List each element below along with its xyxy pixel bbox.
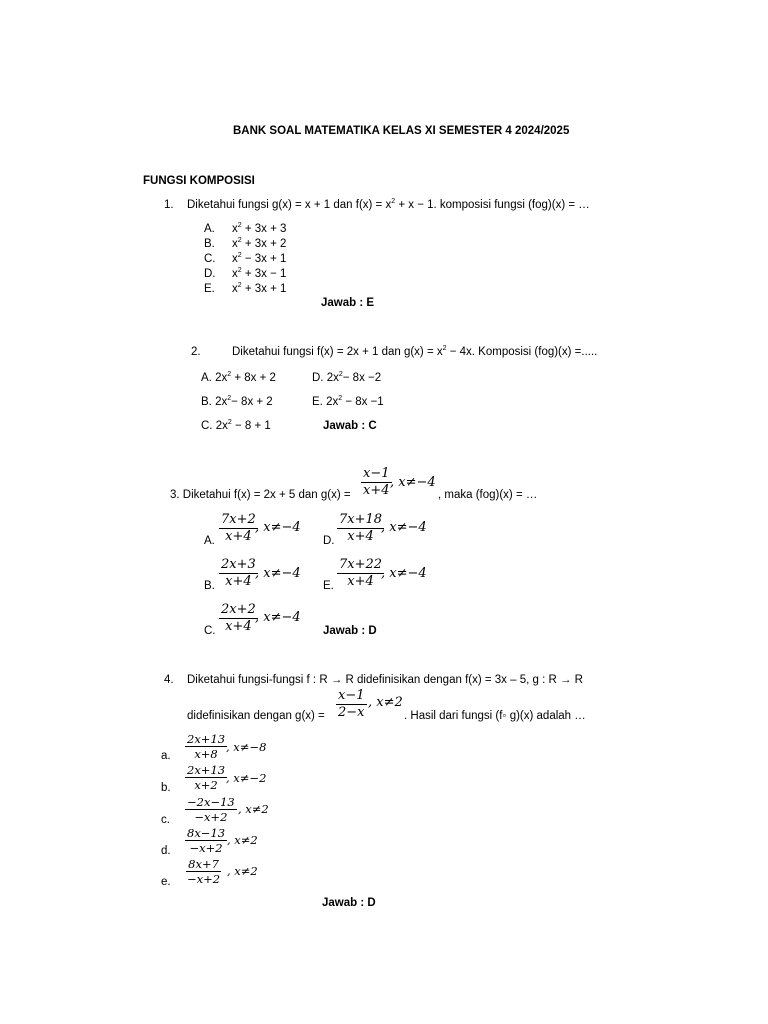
q3-answer: Jawab : D — [323, 625, 377, 637]
q4-option-c-letter: c. — [161, 814, 170, 826]
q4-option-c-numerator: −2x−13 — [187, 795, 235, 809]
q3-option-d-fraction — [337, 513, 384, 544]
question-4-line-1: Diketahui fungsi-fungsi f : R → R didefinisikan dengan f(x) = 3x – 5, g : R → R — [187, 674, 583, 686]
q3-option-a-letter: A. — [204, 535, 215, 547]
q3-g-condition: , x≠−4 — [390, 475, 436, 490]
question-4-line-2-post: . Hasil dari fungsi (f◦ g)(x) adalah … — [404, 710, 586, 722]
q4-option-e-fraction — [185, 858, 222, 885]
q1-option-c-exp: 2 — [237, 252, 242, 260]
q3-option-c-numerator: 2x+2 — [221, 602, 256, 617]
q1-option-c — [232, 253, 286, 265]
q3-option-d-denominator: x+4 — [347, 529, 374, 544]
q2-option-c-base: 2x — [215, 420, 228, 432]
q2-option-d — [312, 372, 381, 384]
q4-option-e-letter: e. — [161, 876, 171, 888]
q1-option-a — [232, 223, 286, 235]
section-heading: FUNGSI KOMPOSISI — [143, 175, 255, 187]
q4-option-c-denominator: −x+2 — [194, 810, 228, 824]
q3-option-b-numerator: 2x+3 — [221, 557, 256, 572]
q3-option-e-condition: , x≠−4 — [381, 566, 427, 581]
q1-option-d-base: x — [232, 268, 238, 280]
q1-option-d-exp: 2 — [237, 267, 242, 275]
question-1-exponent: 2 — [391, 198, 396, 206]
q1-option-e — [232, 283, 286, 295]
q2-option-e — [312, 396, 384, 408]
q2-option-a-rest: + 8x + 2 — [231, 372, 276, 384]
q2-option-d-exp: 2 — [338, 371, 343, 379]
q4-option-b-denominator: x+2 — [194, 778, 218, 792]
q1-option-a-rest: + 3x + 3 — [241, 223, 287, 235]
q3-g-numerator: x−1 — [363, 466, 390, 481]
q4-option-d-denominator: −x+2 — [189, 841, 223, 855]
q3-option-c-denominator: x+4 — [225, 619, 252, 634]
q3-option-e-letter: E. — [323, 580, 334, 592]
q1-option-d-rest: + 3x − 1 — [241, 268, 287, 280]
q4-option-a-fraction — [185, 733, 227, 760]
q2-option-a-exp: 2 — [227, 371, 232, 379]
q1-option-d — [232, 268, 286, 280]
q2-option-d-letter: D. — [312, 372, 324, 384]
question-2-text-post: − 4x. Komposisi (fog)(x) =..... — [446, 346, 598, 358]
q4-option-a-letter: a. — [161, 750, 171, 762]
q2-answer: Jawab : C — [323, 420, 377, 432]
q3-g-denominator: x+4 — [363, 483, 390, 498]
q4-option-d-fraction — [185, 827, 227, 854]
q3-option-d-letter: D. — [323, 535, 335, 547]
q4-option-a-numerator: 2x+13 — [187, 732, 226, 746]
q4-option-b-condition: , x≠−2 — [226, 771, 267, 785]
q4-option-c-fraction — [185, 796, 237, 823]
q3-g-fraction — [361, 467, 392, 498]
q1-option-b-base: x — [232, 238, 238, 250]
q4-option-b-letter: b. — [161, 782, 171, 794]
question-4-line-2-pre: didefinisikan dengan g(x) = — [187, 710, 325, 722]
q4-option-e-condition: , x≠2 — [227, 864, 258, 878]
q2-option-d-base: 2x — [326, 372, 339, 384]
q1-option-c-letter: C. — [204, 253, 216, 265]
question-2-text — [232, 346, 597, 358]
q3-option-a-numerator: 7x+2 — [221, 512, 256, 527]
q4-option-e-denominator: −x+2 — [187, 872, 221, 886]
q2-option-b-rest: − 8x + 2 — [231, 396, 273, 408]
question-4-number: 4. — [164, 674, 174, 686]
q2-option-e-letter: E. — [312, 396, 323, 408]
q1-option-e-base: x — [232, 283, 238, 295]
q3-option-b-denominator: x+4 — [225, 574, 252, 589]
q2-option-c-exp: 2 — [227, 419, 232, 427]
q1-option-e-exp: 2 — [237, 282, 242, 290]
q3-option-b-fraction — [219, 558, 258, 589]
q2-option-a-base: 2x — [215, 372, 228, 384]
q2-option-e-exp: 2 — [338, 395, 343, 403]
q2-option-b-base: 2x — [215, 396, 228, 408]
q3-option-e-numerator: 7x+22 — [339, 557, 383, 572]
q4-option-d-letter: d. — [161, 845, 171, 857]
q1-option-b-exp: 2 — [237, 237, 242, 245]
q1-option-e-rest: + 3x + 1 — [241, 283, 287, 295]
q2-option-d-rest: − 8x −2 — [342, 372, 382, 384]
q2-option-e-base: 2x — [326, 396, 339, 408]
q2-option-b-exp: 2 — [227, 395, 232, 403]
q2-option-a — [201, 372, 276, 384]
question-1-text-pre: Diketahui fungsi g(x) = x + 1 dan f(x) = x — [187, 199, 392, 211]
q3-option-c-fraction — [219, 603, 258, 634]
question-2-text-pre: Diketahui fungsi f(x) = 2x + 1 dan g(x) = x — [232, 346, 443, 358]
q2-option-c — [201, 420, 271, 432]
q1-option-a-base: x — [232, 223, 238, 235]
question-1-text — [187, 199, 590, 211]
q4-g-numerator: x−1 — [338, 688, 365, 703]
q3-option-e-fraction — [337, 558, 384, 589]
q2-option-c-rest: − 8 + 1 — [231, 420, 271, 432]
q3-option-e-denominator: x+4 — [347, 574, 374, 589]
q3-option-b-condition: , x≠−4 — [255, 566, 301, 581]
q1-option-c-rest: − 3x + 1 — [241, 253, 287, 265]
q2-option-e-rest: − 8x −1 — [342, 396, 384, 408]
question-3-text-post: , maka (fog)(x) = … — [438, 489, 538, 501]
q2-option-b — [201, 396, 273, 408]
q1-option-b-letter: B. — [204, 238, 215, 250]
q2-option-c-letter: C. — [201, 420, 213, 432]
question-2-exponent: 2 — [442, 345, 447, 353]
question-1-number: 1. — [164, 199, 174, 211]
q4-option-d-condition: , x≠2 — [227, 833, 258, 847]
q1-option-c-base: x — [232, 253, 238, 265]
q4-option-c-condition: , x≠2 — [238, 802, 269, 816]
q1-option-b-rest: + 3x + 2 — [241, 238, 287, 250]
q2-option-b-letter: B. — [201, 396, 212, 408]
q1-option-a-exp: 2 — [237, 222, 242, 230]
q1-option-d-letter: D. — [204, 268, 216, 280]
q4-option-b-fraction — [185, 764, 227, 791]
q4-g-fraction — [336, 689, 367, 720]
q4-option-a-denominator: x+8 — [194, 747, 218, 761]
q4-answer: Jawab : D — [322, 897, 376, 909]
q2-option-a-letter: A. — [201, 372, 212, 384]
q3-option-a-fraction — [219, 513, 258, 544]
q3-option-a-condition: , x≠−4 — [255, 520, 301, 535]
q1-answer: Jawab : E — [321, 297, 375, 309]
q3-option-d-numerator: 7x+18 — [339, 512, 383, 527]
question-1-text-post: + x − 1. komposisi fungsi (fog)(x) = … — [395, 199, 590, 211]
question-2-number: 2. — [191, 346, 201, 358]
q3-option-c-letter: C. — [204, 625, 216, 637]
page-title: BANK SOAL MATEMATIKA KELAS XI SEMESTER 4 2024/2025 — [233, 125, 570, 137]
q4-option-d-numerator: 8x−13 — [187, 826, 226, 840]
q3-option-b-letter: B. — [204, 580, 215, 592]
q3-option-a-denominator: x+4 — [225, 529, 252, 544]
q4-g-condition: , x≠2 — [368, 695, 403, 710]
q4-option-e-numerator: 8x+7 — [188, 857, 219, 871]
q1-option-a-letter: A. — [204, 223, 215, 235]
question-3-text-pre: 3. Diketahui f(x) = 2x + 5 dan g(x) = — [170, 489, 351, 501]
q4-option-a-condition: , x≠−8 — [226, 740, 267, 754]
q3-option-d-condition: , x≠−4 — [381, 520, 427, 535]
q4-g-denominator: 2−x — [338, 705, 365, 720]
q4-option-b-numerator: 2x+13 — [187, 763, 226, 777]
q1-option-b — [232, 238, 286, 250]
q1-option-e-letter: E. — [204, 283, 215, 295]
q3-option-c-condition: , x≠−4 — [255, 610, 301, 625]
